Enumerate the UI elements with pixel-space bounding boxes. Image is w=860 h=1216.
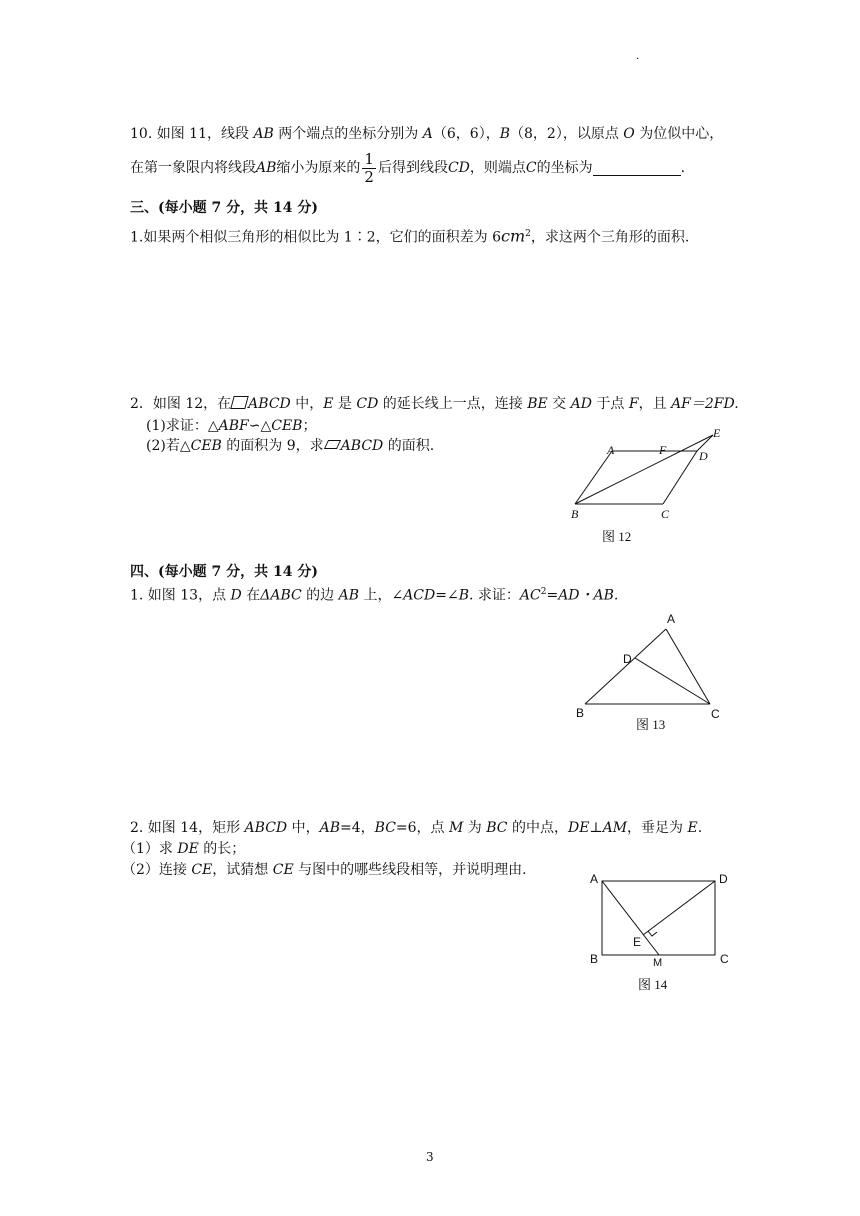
s4-q2: 2. 如图 14，矩形 ABCD 中，AB=4，BC=6，点 M 为 BC 的中点，DE⊥AM，垂足为 E. <box>130 820 703 836</box>
parallelogram-icon <box>324 440 341 449</box>
header-dot: · <box>636 54 640 65</box>
fig13-label-c: C <box>711 707 720 721</box>
fig12-label-c: C <box>661 507 670 521</box>
fig14-label-m: M <box>653 957 663 969</box>
one-half-fraction: $\frac{1}{2}$ <box>364 149 374 186</box>
fig12-label-a: A <box>607 443 615 457</box>
fig14-caption: 图 14 <box>638 977 668 992</box>
fig12-label-e: E <box>713 426 721 440</box>
s3-q1: 1.如果两个相似三角形的相似比为 1∶2，它们的面积差为 $6cm^2$，求这两个三角形的面积. <box>130 226 690 246</box>
section-3-heading: 三、(每小题 7 分，共 14 分) <box>130 200 318 216</box>
fig12-label-d: D <box>699 449 708 463</box>
s4-q2-part1: （1）求 DE 的长； <box>122 841 246 857</box>
fig14-label-a: A <box>590 872 599 886</box>
figure-13 <box>565 605 735 740</box>
fig12-caption: 图 12 <box>602 529 632 544</box>
fig12-label-b: B <box>571 507 579 521</box>
fig14-label-d: D <box>719 872 728 886</box>
fig14-label-b: B <box>590 952 599 966</box>
parallelogram-icon <box>230 396 248 409</box>
fig13-caption: 图 13 <box>636 717 666 732</box>
fig13-label-a: A <box>667 612 676 626</box>
fig12-label-f: F <box>659 443 667 457</box>
section-4-heading: 四、(每小题 7 分，共 14 分) <box>130 564 318 580</box>
s4-q2-part2: （2）连接 CE，试猜想 CE 与图中的哪些线段相等，并说明理由. <box>122 862 527 878</box>
q10-line2: 在第一象限内将线段 AB 缩小为原来的 $\frac{1}{2}$ 后得到线段 CD ，则端点 C 的坐标为 . <box>130 149 686 186</box>
figure-14 <box>580 862 740 997</box>
figure-12 <box>560 420 740 550</box>
s3-q2-part1: (1)求证：△ABF∽△CEB； <box>146 418 317 434</box>
s3-q2-part2: (2)若△CEB 的面积为 9，求 ABCD 的面积. <box>146 438 435 454</box>
s4-q1: 1. 如图 13，点 D 在ΔABC 的边 AB 上，∠ACD=∠B. 求证：$AC^2=AD$・AB. <box>130 587 619 604</box>
page-number: 3 <box>426 1150 434 1164</box>
fig13-label-d: D <box>623 652 632 666</box>
q10-line1: 10. 如图 11，线段 AB 两个端点的坐标分别为 A（6，6），B（8，2），以原点 O 为位似中心， <box>130 126 724 142</box>
fig13-label-b: B <box>576 706 585 720</box>
s3-q2: 2．如图 12，在 ABCD 中，E 是 CD 的延长线上一点，连接 BE 交 AD 于点 F，且 AF＝2FD. <box>130 396 739 412</box>
fig14-label-c: C <box>720 952 729 966</box>
answer-blank[interactable] <box>593 161 681 176</box>
fig14-label-e: E <box>633 935 642 949</box>
